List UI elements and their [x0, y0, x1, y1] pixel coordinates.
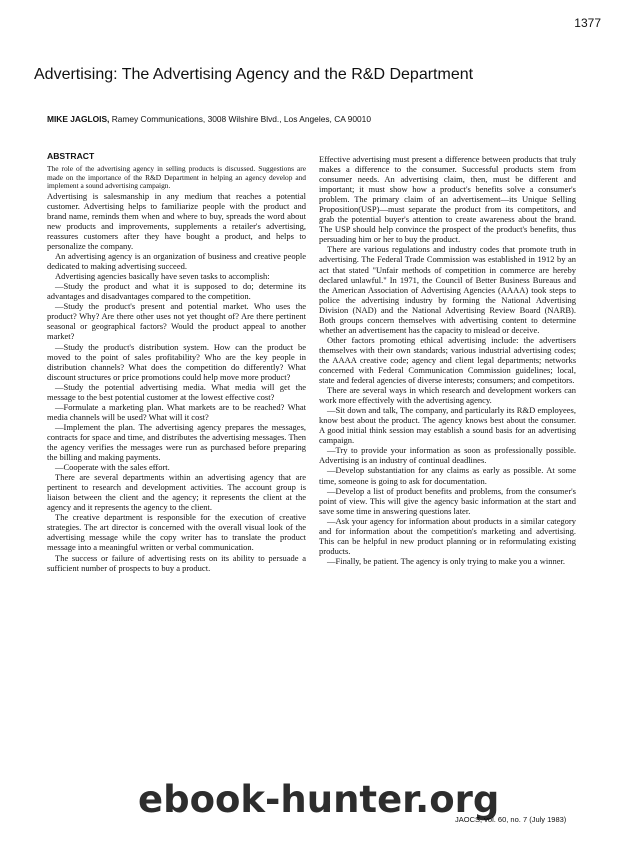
- left-column: [47, 151, 306, 573]
- watermark-text: ebook-hunter.org: [138, 778, 500, 821]
- task-list-item: —Cooperate with the sales effort.: [55, 462, 170, 473]
- task-list-item: —Implement the plan. The advertising agency prepares the messages, contracts for space and time, and distributes the advertising messages. Then the agency verifies the messages were run as purchased before preparing the billing and making payments.: [47, 421, 306, 463]
- article-title: Advertising: The Advertising Agency and the R&D Department: [34, 66, 474, 83]
- tip-list-item: —Try to provide your information as soon as professionally possible. Advertising is an industry of continual deadlines.: [319, 445, 576, 466]
- tip-list-item: —Ask your agency for information about products in a similar category and for information about the competition's marketing and advertising. This can be helpful in new product planning or in reformulating existing products.: [319, 515, 576, 556]
- tip-list-item: —Sit down and talk, The company, and particularly its R&D employees, know best about the product. The agency knows best about the consumer. A good initial think session may establish a sound basis for an advertising campaign.: [319, 405, 576, 446]
- task-list-item: —Study the product and what it is supposed to do; determine its advantages and disadvantages compared to the competition.: [47, 281, 306, 302]
- tip-list-item: —Finally, be patient. The agency is only trying to make you a winner.: [327, 555, 565, 566]
- task-list-item: —Study the product's present and potential market. Who uses the product? Why? Are there other uses not yet thought of? Are there pertinent seasonal or geographical factors? Would the product appeal to another market?: [47, 301, 306, 342]
- tip-list-item: —Develop a list of product benefits and problems, from the consumer's point of view. This will give the agency basic information at the start and save some time in answering questions later.: [319, 485, 576, 516]
- body-paragraph: An advertising agency is an organization of business and creative people dedicated to making advertising succeed.: [47, 251, 306, 272]
- journal-reference: JAOCS, vol. 60, no. 7 (July 1983): [455, 815, 567, 824]
- body-paragraph: Advertising agencies basically have seven tasks to accomplish:: [55, 271, 270, 282]
- page-number: 1377: [574, 16, 601, 30]
- body-paragraph: There are various regulations and industry codes that promote truth in advertising. The Federal Trade Commission was established in 1912 by an act that stated "Unfair methods of competition in commerce are hereby declared unlawful." In 1971, the Council of Better Business Bureaus and the American Association of Advertising Agencies (AAAA) took steps to police the advertising industry by forming the National Advertising Division (NAD) and the National Advertising Review Board (NARB). Both groups concern themselves with advertising content to determine whether an advertisement has the capacity to mislead or deceive.: [319, 244, 576, 335]
- task-list-item: —Formulate a marketing plan. What markets are to be reached? What media channels will be used? What will it cost?: [47, 401, 306, 422]
- byline: [47, 114, 607, 124]
- task-list-item: —Study the potential advertising media. What media will get the message to the best potential customer at the lowest effective cost?: [47, 381, 306, 402]
- abstract-text: The role of the advertising agency in selling products is discussed. Suggestions are made on the importance of the R&D Department in helping an agency develop and implement a sound advertising campaign.: [47, 164, 306, 191]
- abstract-heading: ABSTRACT: [47, 151, 95, 161]
- author-name: MIKE JAGLOIS,: [47, 114, 110, 124]
- body-paragraph: There are several departments within an advertising agency that are pertinent to research and development activities. The account group is liaison between the client and the agency; it represents the client at the agency and it represents the agency to the client.: [47, 472, 306, 513]
- body-paragraph: The success or failure of advertising rests on its ability to persuade a sufficient number of prospects to buy a product.: [47, 552, 306, 573]
- right-column: [319, 154, 576, 566]
- body-paragraph: Advertising is salesmanship in any medium that reaches a potential customer. Advertising helps to familiarize people with the product and brand name, reminds them when and where to buy, spreads the word about new products and improvements, supplements a retailer's advertising, reassures customers after they have bought a product, and helps to personalize the company.: [47, 190, 306, 252]
- task-list-item: —Study the product's distribution system. How can the product be moved to the point of sales profitability? Who are the key people in distribution channels? What does the competition do differently? What discount structures or price promotions could help move more product?: [47, 341, 306, 382]
- body-paragraph: Other factors promoting ethical advertising include: the advertisers themselves with their own standards; various industrial advertising codes; the AAAA creative code; agency and client legal departments; networks concerned with Federal Communication Commission guidelines; local, state and federal agencies of diverse interests; consumers; and competitors.: [319, 334, 576, 386]
- body-paragraph: There are several ways in which research and development workers can work more effectively with the advertising agency.: [319, 385, 576, 406]
- body-paragraph: Effective advertising must present a difference between products that truly makes a difference to the consumer. Successful products stem from consumer needs. An advertising claim, then, must be different and important; it must show how a product's benefits solve a consumer's problem. The primary claim of an advertisement—its Unique Selling Proposition(USP)—must separate the product from its competitors, and grab the potential buyer's attention to create awareness about the brand. The USP should help convince the prospect of the product's benefits, thus persuading him or her to buy the product.: [319, 154, 576, 245]
- body-paragraph: The creative department is responsible for the execution of creative strategies. The art director is concerned with the overall visual look of the advertising message while the copy writer has to translate the product message into a meaningful written or verbal communication.: [47, 512, 306, 553]
- tip-list-item: —Develop substantiation for any claims as early as possible. At some time, someone is going to ask for documentation.: [319, 465, 576, 486]
- author-affiliation: Ramey Communications, 3008 Wilshire Blvd., Los Angeles, CA 90010: [111, 114, 371, 124]
